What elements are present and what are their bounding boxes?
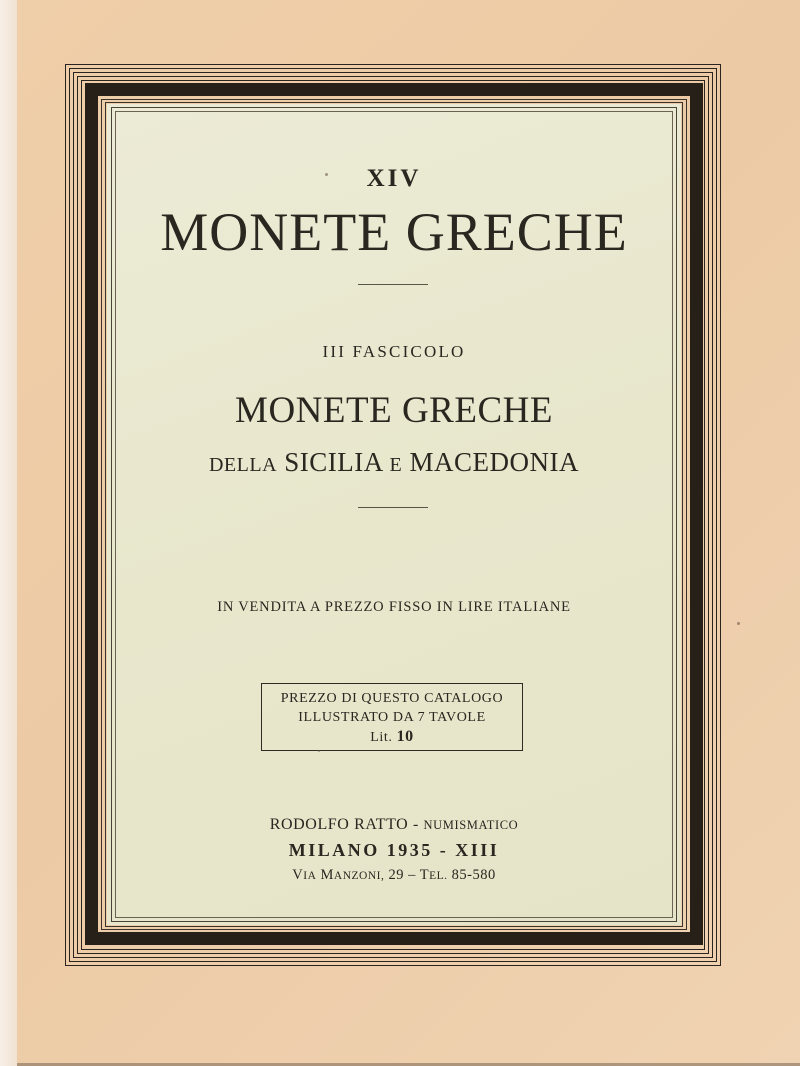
lit-value: 10 bbox=[396, 728, 414, 745]
address-tel-number: 85-580 bbox=[447, 867, 496, 883]
price-line-2: ILLUSTRATO DA 7 TAVOLE bbox=[298, 710, 486, 725]
price-box bbox=[261, 683, 523, 751]
address-tel-rest: EL. bbox=[429, 870, 448, 882]
cover-content bbox=[115, 111, 673, 918]
publisher-line bbox=[115, 816, 673, 834]
page-left-edge bbox=[0, 0, 17, 1066]
main-title: MONETE GRECHE bbox=[160, 202, 628, 262]
address-via-rest: IA bbox=[303, 870, 317, 882]
subtitle: MONETE GRECHE bbox=[235, 390, 553, 431]
subtitle-della: DELLA bbox=[208, 454, 278, 476]
paper-speck bbox=[325, 173, 328, 176]
paper-speck bbox=[737, 622, 740, 625]
divider-rule-top bbox=[358, 284, 428, 285]
fascicle-label: III FASCICOLO bbox=[322, 342, 466, 361]
sale-note: IN VENDITA A PREZZO FISSO IN LIRE ITALIANE bbox=[217, 599, 571, 615]
publisher-separator: - bbox=[408, 816, 424, 833]
address-street-initial: M bbox=[320, 867, 334, 883]
address-street-rest: ANZONI, bbox=[333, 870, 385, 882]
price-line-1: PREZZO DI QUESTO CATALOGO bbox=[280, 691, 504, 706]
paper-speck bbox=[318, 750, 320, 752]
price-line-3 bbox=[262, 727, 522, 747]
subtitle-e: E bbox=[389, 454, 403, 476]
lit-label: Lit. bbox=[370, 730, 393, 745]
divider-rule-bottom bbox=[358, 507, 428, 508]
address-via-initial: V bbox=[292, 867, 304, 883]
address-number: 29 – bbox=[384, 867, 420, 883]
subtitle-macedonia: MACEDONIA bbox=[409, 447, 579, 477]
subtitle-sicilia: SICILIA bbox=[284, 447, 383, 477]
subtitle-regions bbox=[115, 447, 673, 478]
series-number: XIV bbox=[366, 165, 422, 192]
city-year-line: MILANO 1935 - XIII bbox=[288, 840, 500, 860]
publisher-name: RODOLFO RATTO bbox=[269, 816, 409, 833]
publisher-role: NUMISMATICO bbox=[423, 818, 519, 832]
address-tel-initial: T bbox=[419, 867, 430, 883]
address-line bbox=[115, 867, 673, 884]
